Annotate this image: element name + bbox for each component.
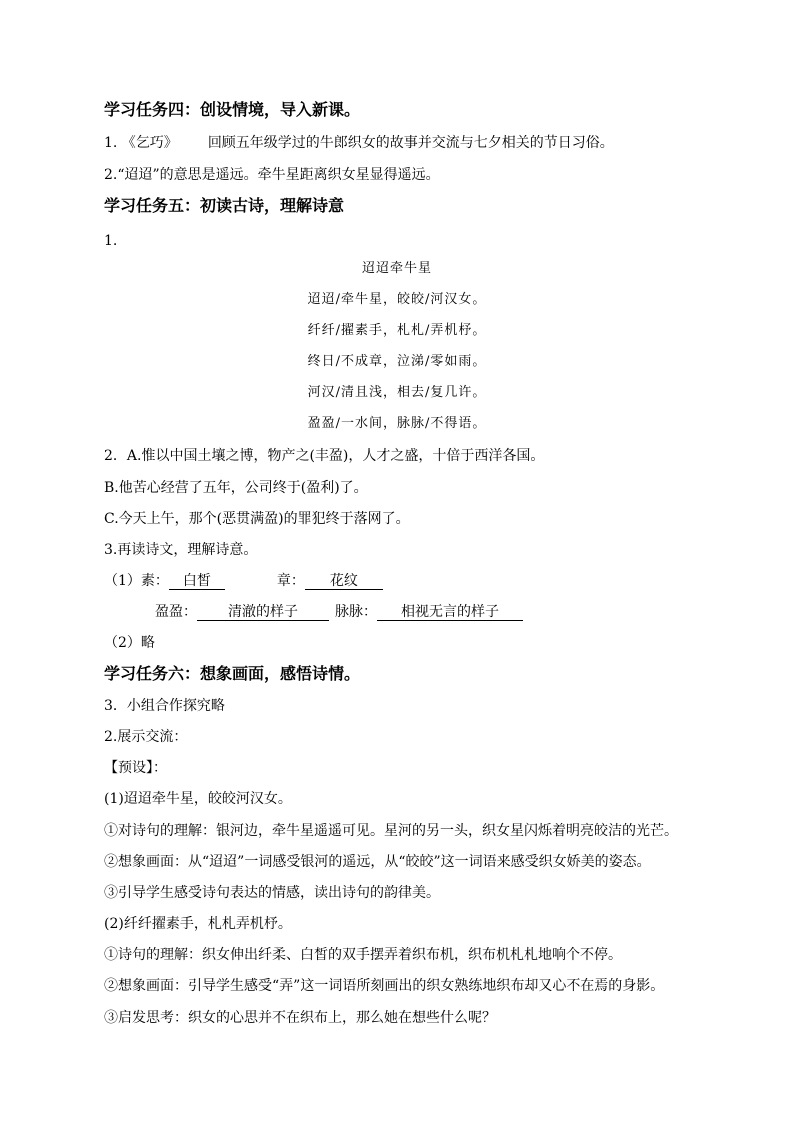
task4-line2: 2.“迢迢”的意思是遥远。牵牛星距离织女星显得遥远。 [104, 167, 440, 183]
poem-line-5: 盈盈/一水间，脉脉/不得语。 [307, 416, 487, 431]
p2-title: (2)纤纤擢素手，札札弄机杼。 [104, 916, 292, 932]
answer-momo: 相视无言的样子 [377, 604, 523, 621]
zhang-label: 章： [276, 573, 305, 589]
task6-item2: 2.展示交流： [104, 729, 188, 745]
task4-line1-prefix: 1. 《乞巧》 [104, 135, 178, 151]
task6-heading: 学习任务六：想象画面，感悟诗情。 [104, 664, 361, 683]
momo-label: 脉脉： [335, 604, 377, 620]
task5-item1: 1. [104, 233, 118, 249]
poem-line-1: 迢迢/牵牛星，皎皎/河汉女。 [307, 292, 487, 307]
q1-prefix: （1）素： [104, 573, 169, 589]
p1-c: ③引导学生感受诗句表达的情感，读出诗句的韵律美。 [104, 885, 440, 901]
task5-heading: 学习任务五：初读古诗，理解诗意 [104, 196, 345, 215]
task6-item3: 3．小组合作探究略 [104, 698, 225, 714]
task4-line1-text: 回顾五年级学过的牛郎织女的故事并交流与七夕相关的节日习俗。 [207, 135, 614, 151]
poem-line-3: 终日/不成章，泣涕/零如雨。 [307, 354, 487, 369]
poem-title: 迢迢牵牛星 [361, 261, 432, 276]
answer-su: 白皙 [169, 573, 225, 590]
poem-line-4: 河汉/清且浅，相去/复几许。 [307, 385, 487, 400]
p2-a: ①诗句的理解：织女伸出纤柔、白皙的双手摆弄着织布机，织布机札札地响个不停。 [104, 947, 622, 963]
task4-line1 [104, 134, 614, 152]
p2-c: ③启发思考：织女的心思并不在织布上，那么她在想些什么呢？ [104, 1010, 496, 1026]
task5-item2c: C.今天上午，那个(恶贯满盈)的罪犯终于落网了。 [104, 511, 410, 527]
p1-title: (1)迢迢牵牛星，皎皎河汉女。 [104, 791, 292, 807]
task4-heading: 学习任务四：创设情境，导入新课。 [104, 100, 361, 119]
p2-b: ②想象画面：引导学生感受“弄”这一词语所刻画出的织女熟练地织布却又心不在焉的身影。 [104, 978, 665, 994]
task5-item2b: B.他苦心经营了五年，公司终于(盈利)了。 [104, 480, 368, 496]
task5-item2a: 2．A.惟以中国土壤之博，物产之(丰盈)，人才之盛，十倍于西洋各国。 [104, 448, 545, 464]
q2: （2）略 [104, 635, 155, 651]
yingying-label: 盈盈： [155, 604, 197, 620]
p1-a: ①对诗句的理解：银河边，牵牛星遥遥可见。星河的另一头，织女星闪烁着明亮皎洁的光芒。 [104, 823, 678, 839]
q1-row1 [104, 572, 383, 590]
answer-yingying: 清澈的样子 [197, 604, 329, 621]
preset-label: 【预设】： [104, 760, 167, 776]
poem-line-2: 纤纤/擢素手，札札/弄机杼。 [307, 323, 487, 338]
task5-item3: 3.再读诗文，理解诗意。 [104, 542, 258, 558]
q1-row2 [155, 603, 523, 621]
answer-zhang: 花纹 [305, 573, 383, 590]
p1-b: ②想象画面：从“迢迢”一词感受银河的遥远，从“皎皎”这一词语来感受织女娇美的姿态。 [104, 854, 651, 870]
